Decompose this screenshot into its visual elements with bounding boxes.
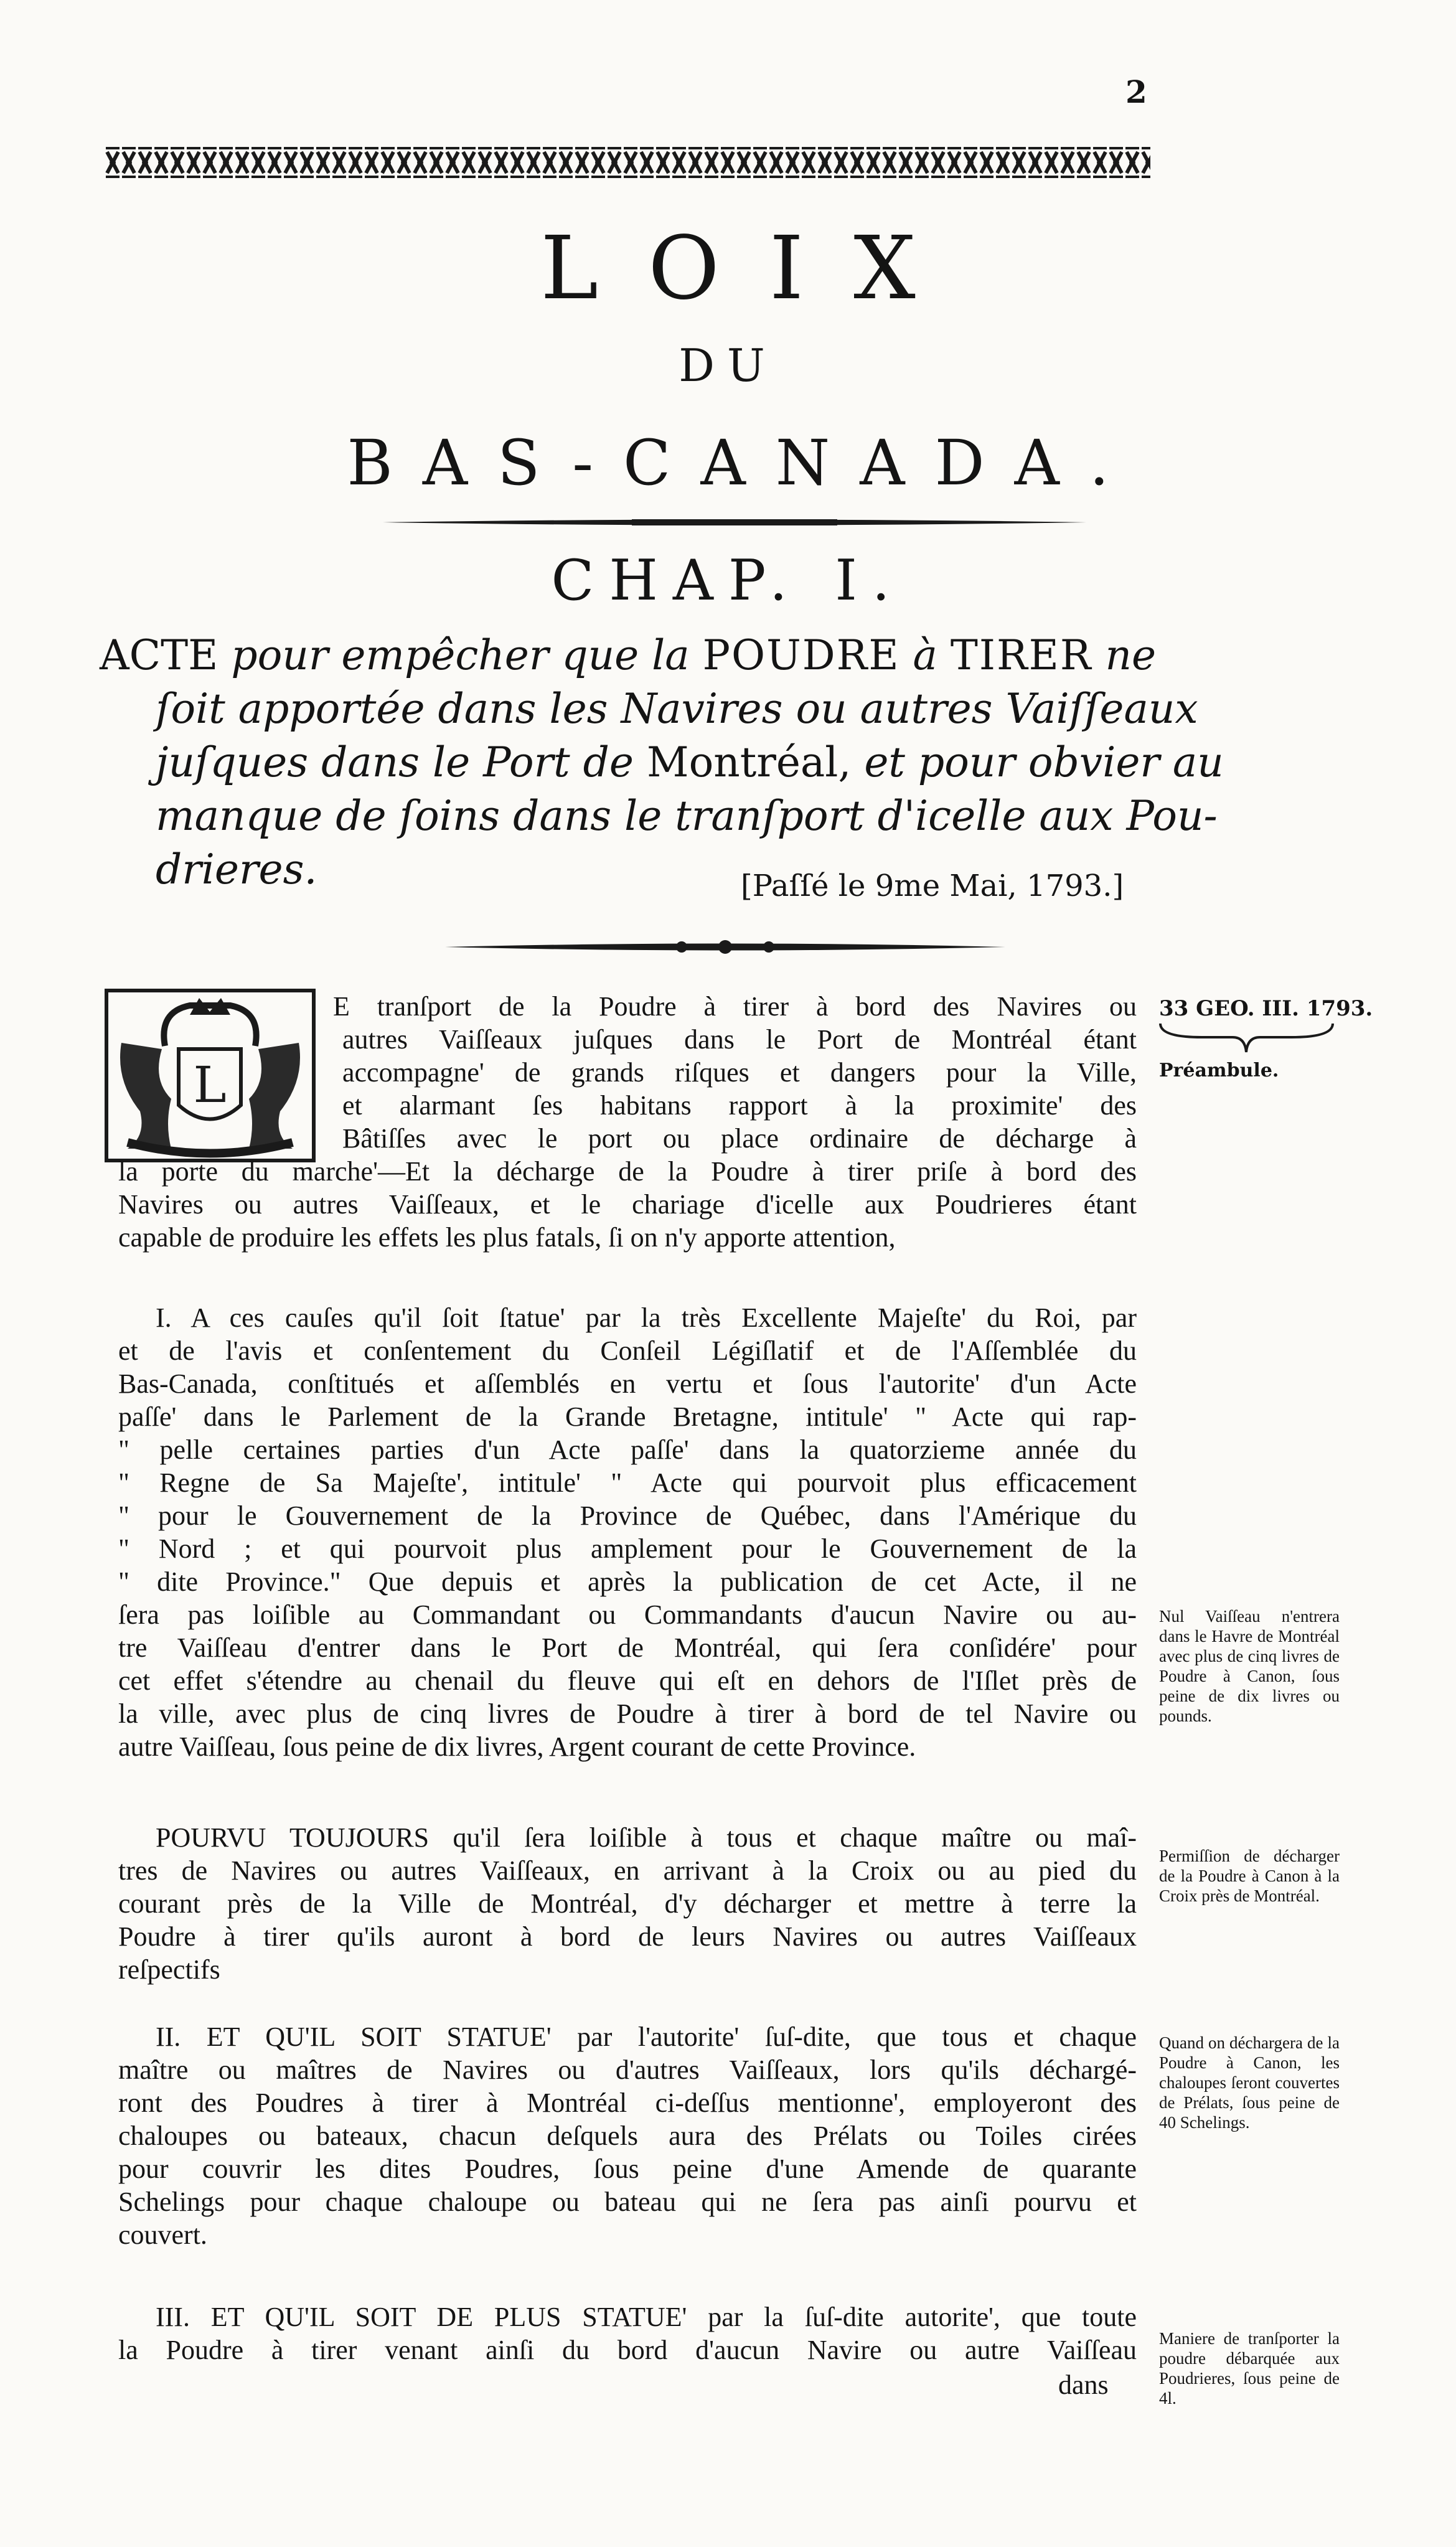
section-1-line: ſera pas loiſible au Commandant ou Commandants d'aucun Navire ou au-	[118, 1599, 1137, 1630]
section-2-line: Schelings pour chaque chaloupe ou bateau qui ne ſera pas ainſi pourvu et	[118, 2187, 1137, 2217]
section-rule	[445, 939, 1005, 955]
act-title-text-3a: juſques dans le Port de	[156, 738, 647, 786]
proviso-line: tres de Navires ou autres Vaiſſeaux, en arrivant à la Croix ou au pied du	[118, 1855, 1137, 1886]
section-1-line: " Nord ; et qui pourvoit plus amplement pour le Gouvernement de la	[118, 1533, 1137, 1564]
section-1-line: I. A ces cauſes qu'il ſoit ſtatue' par la très Excellente Majeſte' du Roi, par	[156, 1302, 1137, 1333]
act-title-line-3	[100, 736, 1224, 789]
act-title-line-2: ſoit apportée dans les Navires ou autres Vaiſſeaux	[156, 685, 1198, 733]
section-2-line: pour couvrir les dites Poudres, ſous peine d'une Amende de quarante	[118, 2154, 1137, 2184]
section-1-line: et de l'avis et conſentement du Conſeil Légiſlatif et de l'Aſſemblée du	[118, 1335, 1137, 1366]
section-1-line: paſſe' dans le Parlement de la Grande Bretagne, intitule' " Acte qui rap-	[118, 1401, 1137, 1432]
act-word-tirer: TIRER	[950, 631, 1092, 679]
section-1-line: " pour le Gouvernement de la Province de Québec, dans l'Amérique du	[118, 1500, 1137, 1531]
proviso-line: reſpectifs	[118, 1954, 220, 1985]
section-1-line: tre Vaiſſeau d'entrer dans le Port de Montréal, qui ſera conſidére' pour	[118, 1632, 1137, 1663]
act-title-line-5: drieres.	[156, 845, 317, 893]
section-2-line: maître ou maîtres de Navires ou d'autres Vaiſſeaux, lors qu'ils déchargé-	[118, 2055, 1137, 2085]
act-word-montreal: Montréal,	[646, 738, 852, 786]
section-2-line: couvert.	[118, 2220, 207, 2250]
passage-date: [Paſſé le 9me Mai, 1793.]	[741, 869, 1124, 903]
title-bas-canada: BAS-CANADA.	[347, 426, 1139, 499]
section-1-line: " pelle certaines parties d'un Acte paſſe' dans la quatorzieme année du	[118, 1434, 1137, 1465]
act-title-line-4: manque de ſoins dans le tranſport d'icelle aux Pou-	[156, 792, 1218, 840]
decorative-initial-letter: L	[193, 1056, 227, 1114]
act-title-text-3c: et pour obvier au	[851, 738, 1224, 786]
preamble-line: Navires ou autres Vaiſſeaux, et le chariage d'icelle aux Poudrieres étant	[118, 1189, 1137, 1220]
section-1-line: autre Vaiſſeau, ſous peine de dix livres, Argent courant de cette Province.	[118, 1731, 916, 1762]
title-du: DU	[679, 339, 777, 392]
header-ornament-band	[105, 144, 1150, 181]
margin-note-2: Permiſſion de décharger de la Poudre à Canon à la Croix près de Montréal.	[1159, 1847, 1340, 1905]
margin-note-3: Quand on déchargera de la Poudre à Canon, les chaloupes ſeront couvertes de Prélats, ſous peine de 40 Schelings.	[1159, 2033, 1340, 2132]
preamble-paragraph	[118, 990, 1137, 1254]
proviso-line: POURVU TOUJOURS qu'il ſera loiſible à tous et chaque maître ou maî-	[156, 1822, 1137, 1853]
section-1-line: Bas-Canada, conſtitués et aſſemblés en vertu et ſous l'autorite' d'un Acte	[118, 1368, 1137, 1399]
chapter-heading: CHAP. I.	[551, 548, 905, 613]
preamble-line: E tranſport de la Poudre à tirer à bord des Navires ou	[333, 991, 1137, 1022]
section-2-paragraph	[118, 2020, 1137, 2251]
margin-note-1: Nul Vaiſſeau n'entrera dans le Havre de Montréal avec plus de cinq livres de Poudre à Canon, ſous peine de dix livres ou pounds.	[1159, 1607, 1340, 1725]
act-title	[100, 629, 1224, 897]
section-1-line: la ville, avec plus de cinq livres de Poudre à tirer à bord de tel Navire ou	[118, 1698, 1137, 1729]
section-3-paragraph	[118, 2300, 1137, 2366]
act-title-text-1d: à	[899, 631, 951, 679]
section-1-line: " dite Province." Que depuis et après la publication de cet Acte, il ne	[118, 1566, 1137, 1597]
act-word-poudre: POUDRE	[702, 631, 900, 679]
page-number: 2	[1125, 73, 1147, 110]
section-2-line: ront des Poudres à tirer à Montréal ci-deſſus mentionne', employeront des	[118, 2088, 1137, 2118]
act-title-line-1	[100, 629, 1170, 682]
act-title-text-1b: pour empêcher que la	[231, 631, 703, 679]
margin-regnal-date: 33 GEO. III. 1793.	[1159, 996, 1373, 1021]
catchword: dans	[1058, 2370, 1109, 2400]
section-3-line: la Poudre à tirer venant ainſi du bord d'aucun Navire ou autre Vaiſſeau	[118, 2335, 1137, 2365]
proviso-line: Poudre à tirer qu'ils auront à bord de leurs Navires ou autres Vaiſſeaux	[118, 1921, 1137, 1952]
preamble-line: autres Vaiſſeaux juſques dans le Port de Montréal étant	[342, 1024, 1137, 1055]
preamble-line: et alarmant ſes habitans rapport à la proximite' des	[342, 1090, 1137, 1121]
margin-preamble-label: Préambule.	[1159, 1060, 1279, 1081]
preamble-line: accompagne' de grands riſques et dangers pour la Ville,	[342, 1057, 1137, 1088]
act-word-acte: ACTE	[100, 631, 232, 679]
section-2-line: chaloupes ou bateaux, chacun deſquels aura des Prélats ou Toiles cirées	[118, 2121, 1137, 2151]
section-1-line: " Regne de Sa Majeſte', intitule' " Acte qui pourvoit plus efficacement	[118, 1467, 1137, 1498]
preamble-line: capable de produire les effets les plus fatals, ſi on n'y apporte attention,	[118, 1222, 896, 1253]
preamble-line: la porte du marche'—Et la décharge de la Poudre à tirer priſe à bord des	[118, 1156, 1137, 1187]
margin-brace	[1158, 1021, 1335, 1055]
title-rule	[383, 517, 1086, 528]
margin-note-4: Maniere de tranſporter la poudre débarquée aux Poudrieres, ſous peine de 4l.	[1159, 2329, 1340, 2408]
section-3-line: III. ET QU'IL SOIT DE PLUS STATUE' par la ſuſ-dite autorite', que toute	[156, 2302, 1137, 2332]
proviso-line: courant près de la Ville de Montréal, d'y décharger et mettre à terre la	[118, 1888, 1137, 1919]
preamble-line: Bâtiſſes avec le port ou place ordinaire de décharge à	[342, 1123, 1137, 1154]
section-1-line: cet effet s'étendre au chenail du fleuve qui eſt en dehors de l'Iſlet près de	[118, 1665, 1137, 1696]
section-2-line: II. ET QU'IL SOIT STATUE' par l'autorite' ſuſ-dite, que tous et chaque	[156, 2022, 1137, 2052]
proviso-paragraph	[118, 1821, 1137, 1986]
act-title-text-1f: ne	[1092, 631, 1157, 679]
title-loix: LOIX	[540, 218, 965, 319]
section-1-paragraph	[118, 1301, 1137, 1763]
